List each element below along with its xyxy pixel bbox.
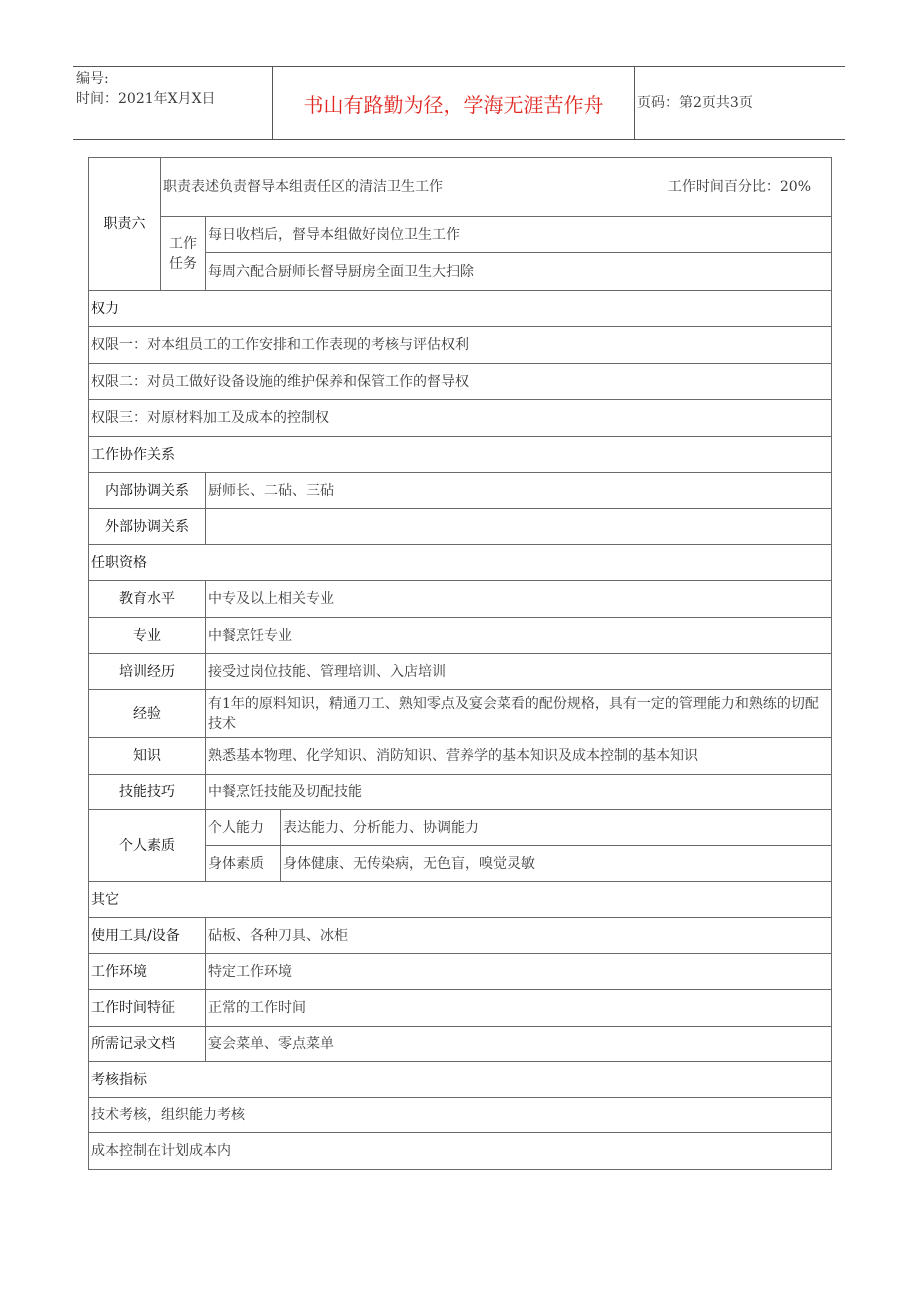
job-description-table <box>88 157 831 1170</box>
external-relations-label: 外部协调关系 <box>89 509 206 545</box>
tools-value: 砧板、各种刀具、冰柜 <box>206 918 832 954</box>
tools-label: 使用工具/设备 <box>89 918 206 954</box>
document-header <box>73 66 845 140</box>
header-meta <box>73 67 273 139</box>
duty-description-row <box>161 158 832 217</box>
number-label: 编号: <box>76 71 109 87</box>
section-relations: 工作协作关系 <box>89 437 832 473</box>
task-item: 每周六配合厨师长督导厨房全面卫生大扫除 <box>206 253 832 291</box>
internal-relations-value: 厨师长、二砧、三砧 <box>206 473 832 509</box>
experience-label: 经验 <box>89 690 206 738</box>
knowledge-label: 知识 <box>89 738 206 775</box>
section-other: 其它 <box>89 882 832 918</box>
physical-label: 身体素质 <box>206 846 281 882</box>
page-info: 页码：第2页共3页 <box>637 95 753 111</box>
training-value: 接受过岗位技能、管理培训、入店培训 <box>206 654 832 690</box>
training-label: 培训经历 <box>89 654 206 690</box>
authority-item: 权限二：对员工做好设备设施的维护保养和保管工作的督导权 <box>89 364 832 400</box>
education-label: 教育水平 <box>89 581 206 618</box>
documents-value: 宴会菜单、零点菜单 <box>206 1027 832 1062</box>
knowledge-value: 熟悉基本物理、化学知识、消防知识、营养学的基本知识及成本控制的基本知识 <box>206 738 832 775</box>
work-time-percent: 工作时间百分比：20% <box>667 179 812 195</box>
hours-value: 正常的工作时间 <box>206 990 832 1027</box>
assessment-item: 技术考核，组织能力考核 <box>89 1098 832 1133</box>
skills-label: 技能技巧 <box>89 775 206 810</box>
task-item: 每日收档后，督导本组做好岗位卫生工作 <box>206 217 832 253</box>
time-label: 时间：2021年X月X日 <box>76 91 216 107</box>
assessment-item: 成本控制在计划成本内 <box>89 1133 832 1170</box>
environment-label: 工作环境 <box>89 954 206 990</box>
section-qualifications: 任职资格 <box>89 545 832 581</box>
personal-quality-label: 个人素质 <box>89 810 206 882</box>
authority-item: 权限一：对本组员工的工作安排和工作表现的考核与评估权利 <box>89 327 832 364</box>
experience-value: 有1年的原料知识，精通刀工、熟知零点及宴会菜看的配份规格，具有一定的管理能力和熟练的切配技术 <box>206 690 832 738</box>
documents-label: 所需记录文档 <box>89 1027 206 1062</box>
section-authority: 权力 <box>89 291 832 327</box>
major-value: 中餐烹饪专业 <box>206 618 832 654</box>
internal-relations-label: 内部协调关系 <box>89 473 206 509</box>
education-value: 中专及以上相关专业 <box>206 581 832 618</box>
hours-label: 工作时间特征 <box>89 990 206 1027</box>
section-assessment: 考核指标 <box>89 1062 832 1098</box>
external-relations-value <box>206 509 832 545</box>
environment-value: 特定工作环境 <box>206 954 832 990</box>
motto: 书山有路勤为径，学海无涯苦作舟 <box>273 67 635 139</box>
ability-value: 表达能力、分析能力、协调能力 <box>281 810 832 846</box>
physical-value: 身体健康、无传染病，无色盲，嗅觉灵敏 <box>281 846 832 882</box>
duty-description: 职责表述负责督导本组责任区的清洁卫生工作 <box>163 179 443 195</box>
task-label: 工作任务 <box>161 217 206 291</box>
skills-value: 中餐烹饪技能及切配技能 <box>206 775 832 810</box>
authority-item: 权限三：对原材料加工及成本的控制权 <box>89 400 832 437</box>
major-label: 专业 <box>89 618 206 654</box>
duty-label: 职责六 <box>89 158 161 291</box>
ability-label: 个人能力 <box>206 810 281 846</box>
